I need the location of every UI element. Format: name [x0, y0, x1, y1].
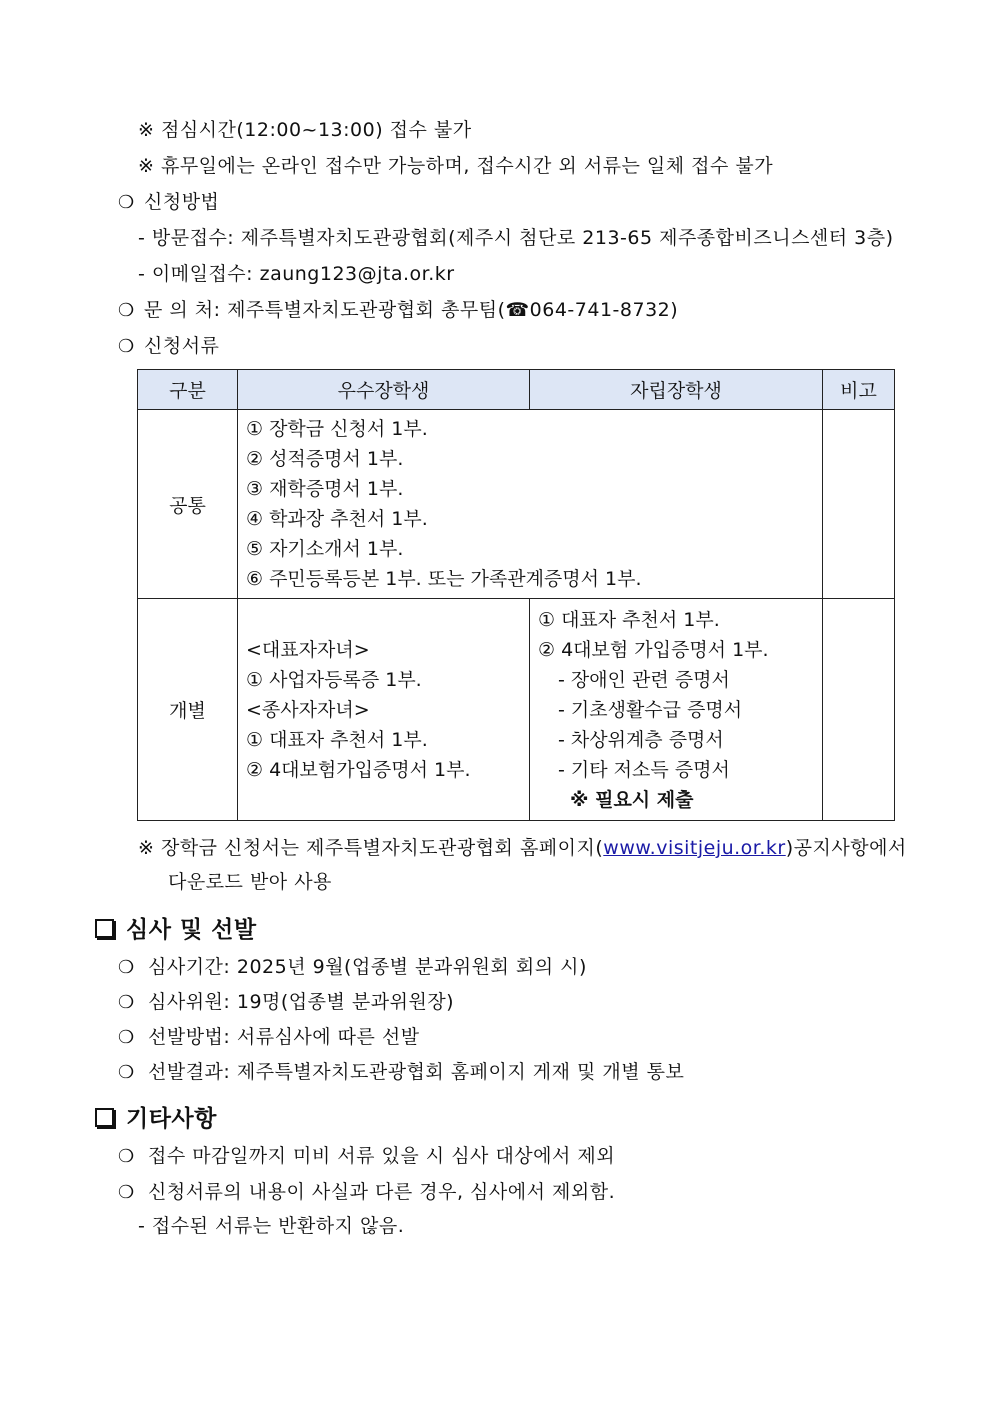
list-item: ② 4대보험 가입증명서 1부.	[538, 638, 769, 661]
review-item	[118, 1057, 684, 1084]
email-application: - 이메일접수: zaung123@jta.or.kr	[138, 263, 455, 285]
note-holiday: ※ 휴무일에는 온라인 접수만 가능하며, 접수시간 외 서류는 일체 접수 불가	[138, 155, 774, 177]
table-row-individual	[138, 599, 895, 821]
list-item: ⑥ 주민등록등본 1부. 또는 가족관계증명서 1부.	[246, 568, 642, 590]
checkbox-square-icon	[95, 1108, 114, 1127]
common-documents-list	[238, 410, 823, 599]
other-sub-item: - 접수된 서류는 반환하지 않음.	[138, 1215, 405, 1237]
visitjeju-link[interactable]: www.visitjeju.or.kr	[603, 837, 786, 859]
application-method-heading	[118, 187, 219, 214]
application-method-title: 신청방법	[144, 191, 220, 213]
remark-common	[823, 410, 895, 599]
other-section-title: 기타사항	[126, 1106, 217, 1132]
phone-icon: ☎	[505, 299, 530, 321]
header-excellent: 우수장학생	[238, 370, 530, 410]
list-item: ① 대표자 추천서 1부.	[246, 728, 428, 751]
application-form-note-line2: 다운로드 받아 사용	[168, 871, 332, 893]
other-section-heading	[95, 1100, 217, 1133]
circle-bullet-icon: ❍	[118, 1146, 135, 1167]
list-item: - 장애인 관련 증명서	[558, 668, 730, 691]
list-item: - 기초생활수급 증명서	[558, 698, 743, 721]
contact-label: 문 의 처: 제주특별자치도관광협회 총무팀(	[144, 299, 506, 321]
review-item	[118, 952, 587, 979]
note-suffix: )공지사항에서	[785, 837, 907, 859]
row-label-individual: 개별	[138, 599, 238, 821]
other-item	[118, 1177, 615, 1204]
circle-bullet-icon: ❍	[118, 957, 135, 978]
list-item: ④ 학과장 추천서 1부.	[246, 508, 428, 530]
list-item: ⑤ 자기소개서 1부.	[246, 538, 404, 560]
list-item: ② 성적증명서 1부.	[246, 448, 404, 470]
list-item: ③ 재학증명서 1부.	[246, 478, 404, 500]
list-item: ① 장학금 신청서 1부.	[246, 418, 428, 440]
contact-close-paren: )	[670, 299, 679, 321]
header-self-reliance: 자립장학생	[530, 370, 823, 410]
table-header-row	[138, 370, 895, 410]
note-lunch-time: ※ 점심시간(12:00~13:00) 접수 불가	[138, 119, 472, 141]
note-prefix: ※ 장학금 신청서는 제주특별자치도관광협회 홈페이지(	[138, 837, 604, 859]
review-item	[118, 1022, 420, 1049]
header-category: 구분	[138, 370, 238, 410]
list-item: ① 사업자등록증 1부.	[246, 668, 422, 691]
remark-individual	[823, 599, 895, 821]
documents-table	[137, 369, 895, 821]
circle-bullet-icon: ❍	[118, 1027, 135, 1048]
other-item	[118, 1141, 615, 1168]
documents-title: 신청서류	[144, 335, 220, 357]
self-reliance-individual-list	[530, 599, 823, 821]
table-row-common	[138, 410, 895, 599]
list-item: <대표자자녀>	[246, 638, 370, 661]
circle-bullet-icon: ❍	[118, 300, 135, 321]
selection-result: 선발결과: 제주특별자치도관광협회 홈페이지 게재 및 개별 통보	[148, 1061, 685, 1083]
review-section-heading	[95, 911, 257, 944]
checkbox-square-icon	[95, 919, 114, 938]
list-item-note: ※ 필요시 제출	[570, 788, 694, 811]
circle-bullet-icon: ❍	[118, 336, 135, 357]
review-item	[118, 987, 454, 1014]
header-remark: 비고	[823, 370, 895, 410]
other-item-text: 접수 마감일까지 미비 서류 있을 시 심사 대상에서 제외	[148, 1145, 616, 1167]
circle-bullet-icon: ❍	[118, 992, 135, 1013]
list-item: ② 4대보험가입증명서 1부.	[246, 758, 471, 781]
selection-method: 선발방법: 서류심사에 따른 선발	[148, 1026, 420, 1048]
list-item: <종사자자녀>	[246, 698, 370, 721]
circle-bullet-icon: ❍	[118, 1062, 135, 1083]
row-label-common: 공통	[138, 410, 238, 599]
circle-bullet-icon: ❍	[118, 192, 135, 213]
visit-application: - 방문접수: 제주특별자치도관광협회(제주시 첨단로 213-65 제주종합비즈니스센터 3층)	[138, 227, 894, 249]
contact-line	[118, 295, 678, 322]
review-period: 심사기간: 2025년 9월(업종별 분과위원회 회의 시)	[148, 956, 587, 978]
circle-bullet-icon: ❍	[118, 1182, 135, 1203]
documents-heading	[118, 331, 219, 358]
contact-phone: 064-741-8732	[529, 299, 671, 321]
review-section-title: 심사 및 선발	[126, 917, 257, 943]
application-form-note	[138, 833, 907, 860]
other-item-text: 신청서류의 내용이 사실과 다른 경우, 심사에서 제외함.	[148, 1181, 616, 1203]
excellent-individual-list	[238, 599, 530, 821]
review-committee: 심사위원: 19명(업종별 분과위원장)	[148, 991, 455, 1013]
list-item: - 차상위계층 증명서	[558, 728, 724, 751]
list-item: - 기타 저소득 증명서	[558, 758, 730, 781]
list-item: ① 대표자 추천서 1부.	[538, 608, 720, 631]
